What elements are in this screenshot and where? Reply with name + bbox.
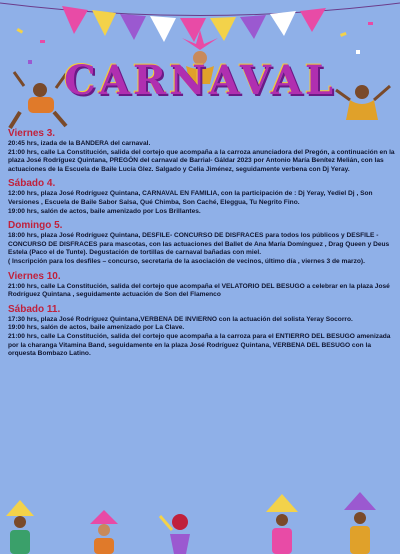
event-paragraph: 21:00 hrs, calle La Constitución, salida del cortejo que acompaña el VELATORIO DEL BESUGO a celebrar en la plaza José Rodríguez Quintana , seguidamente actuación de Son del Flamenco — [8, 282, 390, 299]
dancer-footer-1-illustration — [6, 500, 34, 554]
day-heading: Sábado 4. — [8, 178, 56, 190]
event-paragraph: 21:00 hrs, calle La Constitución, salida del cortejo que acompaña a la carroza para el ENTIERRO DEL BESUGO amenizada por la charanga Vitamina Band, seguidamente en la plaza José Rodríguez Quintana, VERBENA DEL BESUGO con la orquesta Bombazo Latino. — [8, 332, 391, 358]
event-paragraph: 19:00 hrs, salón de actos, baile amenizado por La Clave. — [8, 324, 185, 332]
dancer-footer-2-illustration — [90, 510, 118, 554]
event-paragraph: 17:30 hrs, plaza José Rodríguez Quintana,VERBENA DE INVIERNO con la actuación del solista Yeray Socorro. — [8, 315, 353, 323]
dancer-footer-3-illustration — [160, 514, 190, 554]
dancer-footer-5-illustration — [344, 492, 376, 554]
day-heading: Viernes 3. — [8, 128, 56, 139]
program-list — [8, 128, 396, 363]
event-paragraph: 12:00 hrs, plaza José Rodríguez Quintana, CARNAVAL EN FAMILIA, con la participación de : Dj Yeray, Yediel Dj , Son Versiones , Escuela de Baile Sabor Salsa, Qué Chimba, Son Caché, Eleggua, Tu Negrito Fino. — [8, 190, 373, 206]
day-section-domingo-5 — [8, 220, 396, 266]
event-paragraph: 20:45 hrs, izada de la BANDERA del carnaval. — [8, 140, 151, 147]
day-heading: Viernes 10. — [8, 270, 61, 282]
day-section-sabado-4 — [8, 178, 396, 216]
event-paragraph: 21:00 hrs, calle La Constitución, salida del cortejo que acompaña a la carroza anunciadora del Pregón, a continuación en la plaza José Rodríguez Quintana, PREGÓN del carnaval de Barrial- Gáldar 2023 por Antonio María Benítez Melián, con las actuaciones de la Escuela de Baile Lucía Glez. Salgado y Celia Jiménez, seguidamente verbena con Dj Yeray. — [8, 148, 395, 173]
day-section-sabado-11 — [8, 304, 396, 359]
dancer-footer-4-illustration — [266, 494, 298, 554]
poster-title: CARNAVAL — [64, 57, 336, 104]
event-paragraph: 18:00 hrs, plaza José Rodríguez Quintana, DESFILE- CONCURSO DE DISFRACES para todos los públicos y DESFILE - CONCURSO DE DISFRACES para mascotas, con las actuaciones del Ballet de Ana María Domínguez , Drag Queen y Deus Estela (Paco el de Tunte). Degustación de tortillas de carnaval bañadas con miel. — [8, 232, 390, 257]
footer-illustration — [0, 476, 400, 554]
day-section-viernes-3 — [8, 128, 396, 174]
event-paragraph: ( Inscripción para los desfiles – concurso, secretaria de la asociación de vecinos, último día , viernes 3 de marzo). — [8, 257, 365, 265]
day-heading: Sábado 11. — [8, 303, 61, 315]
event-paragraph: 19:00 hrs, salón de actos, baile amenizado por Los Brillantes. — [8, 207, 201, 215]
day-section-viernes-10 — [8, 271, 396, 300]
day-heading: Domingo 5. — [8, 220, 63, 232]
